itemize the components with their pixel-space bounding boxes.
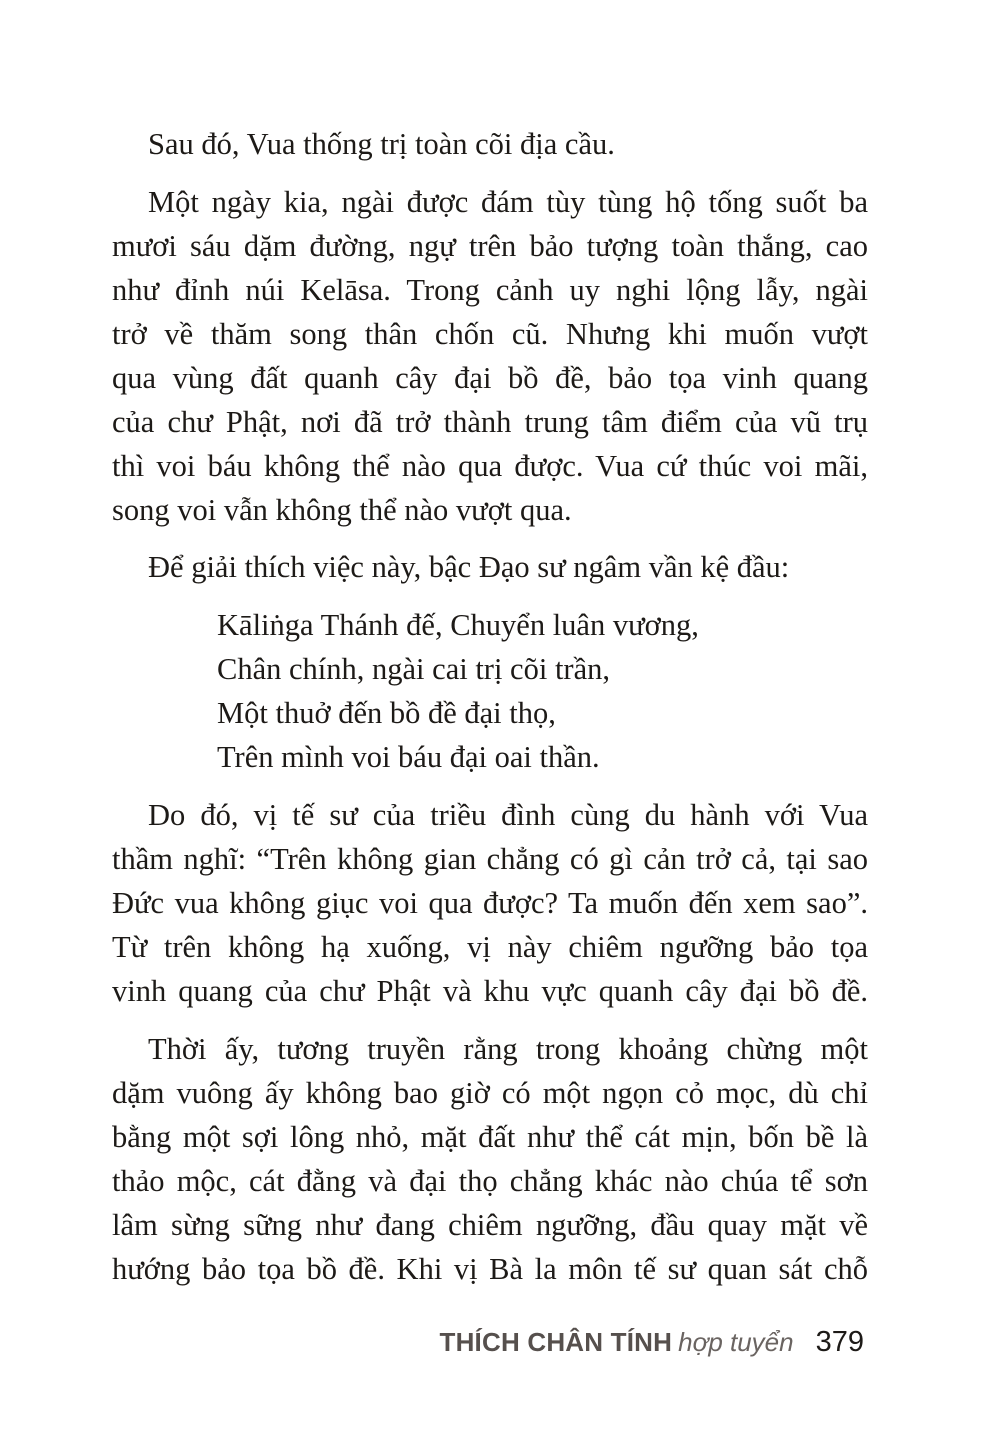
text-line: Từ trên không hạ xuống, vị này chiêm ngưỡng bảo tọa (112, 930, 868, 964)
text-line: qua vùng đất quanh cây đại bồ đề, bảo tọa vinh quang (112, 361, 868, 395)
text-line: thảo mộc, cát đằng và đại thọ chẳng khác nào chúa tể sơn (112, 1164, 868, 1198)
page-footer (0, 1322, 864, 1362)
page-number: 379 (815, 1326, 864, 1358)
text-line: của chư Phật, nơi đã trở thành trung tâm điểm của vũ trụ (112, 405, 868, 439)
text-line: Để giải thích việc này, bậc Đạo sư ngâm vần kệ đầu: (148, 550, 790, 584)
text-line: thì voi báu không thể nào qua được. Vua cứ thúc voi mãi, (112, 449, 868, 483)
text-line: hướng bảo tọa bồ đề. Khi vị Bà la môn tế sư quan sát chỗ (112, 1252, 868, 1286)
verse-line: Một thuở đến bồ đề đại thọ, (217, 696, 556, 730)
text-line: Một ngày kia, ngài được đám tùy tùng hộ tống suốt ba (148, 185, 868, 219)
footer-subtitle: hợp tuyển (678, 1327, 794, 1357)
verse-line: Trên mình voi báu đại oai thần. (217, 740, 600, 774)
footer-author: THÍCH CHÂN TÍNH (439, 1327, 673, 1357)
text-line: vinh quang của chư Phật và khu vực quanh cây đại bồ đề. (112, 974, 868, 1008)
text-line: Do đó, vị tế sư của triều đình cùng du hành với Vua (148, 798, 868, 832)
text-line: thầm nghĩ: “Trên không gian chẳng có gì cản trở cả, tại sao (112, 842, 868, 876)
text-line: dặm vuông ấy không bao giờ có một ngọn cỏ mọc, dù chỉ (112, 1076, 868, 1110)
text-line: song voi vẫn không thể nào vượt qua. (112, 493, 572, 527)
verse-line: Chân chính, ngài cai trị cõi trần, (217, 652, 610, 686)
verse-line: Kāliṅga Thánh đế, Chuyển luân vương, (217, 608, 699, 642)
text-line: mươi sáu dặm đường, ngự trên bảo tượng toàn thắng, cao (112, 229, 868, 263)
text-line: như đỉnh núi Kelāsa. Trong cảnh uy nghi lộng lẫy, ngài (112, 273, 868, 307)
text-line: trở về thăm song thân chốn cũ. Nhưng khi muốn vượt (112, 317, 868, 351)
text-line: Thời ấy, tương truyền rằng trong khoảng chừng một (148, 1032, 868, 1066)
text-line: Sau đó, Vua thống trị toàn cõi địa cầu. (148, 127, 615, 161)
text-line: bằng một sợi lông nhỏ, mặt đất như thể cát mịn, bốn bề là (112, 1120, 868, 1154)
text-line: lâm sừng sững như đang chiêm ngưỡng, đầu quay mặt về (112, 1208, 868, 1242)
text-line: Đức vua không giục voi qua được? Ta muốn đến xem sao”. (112, 886, 868, 920)
